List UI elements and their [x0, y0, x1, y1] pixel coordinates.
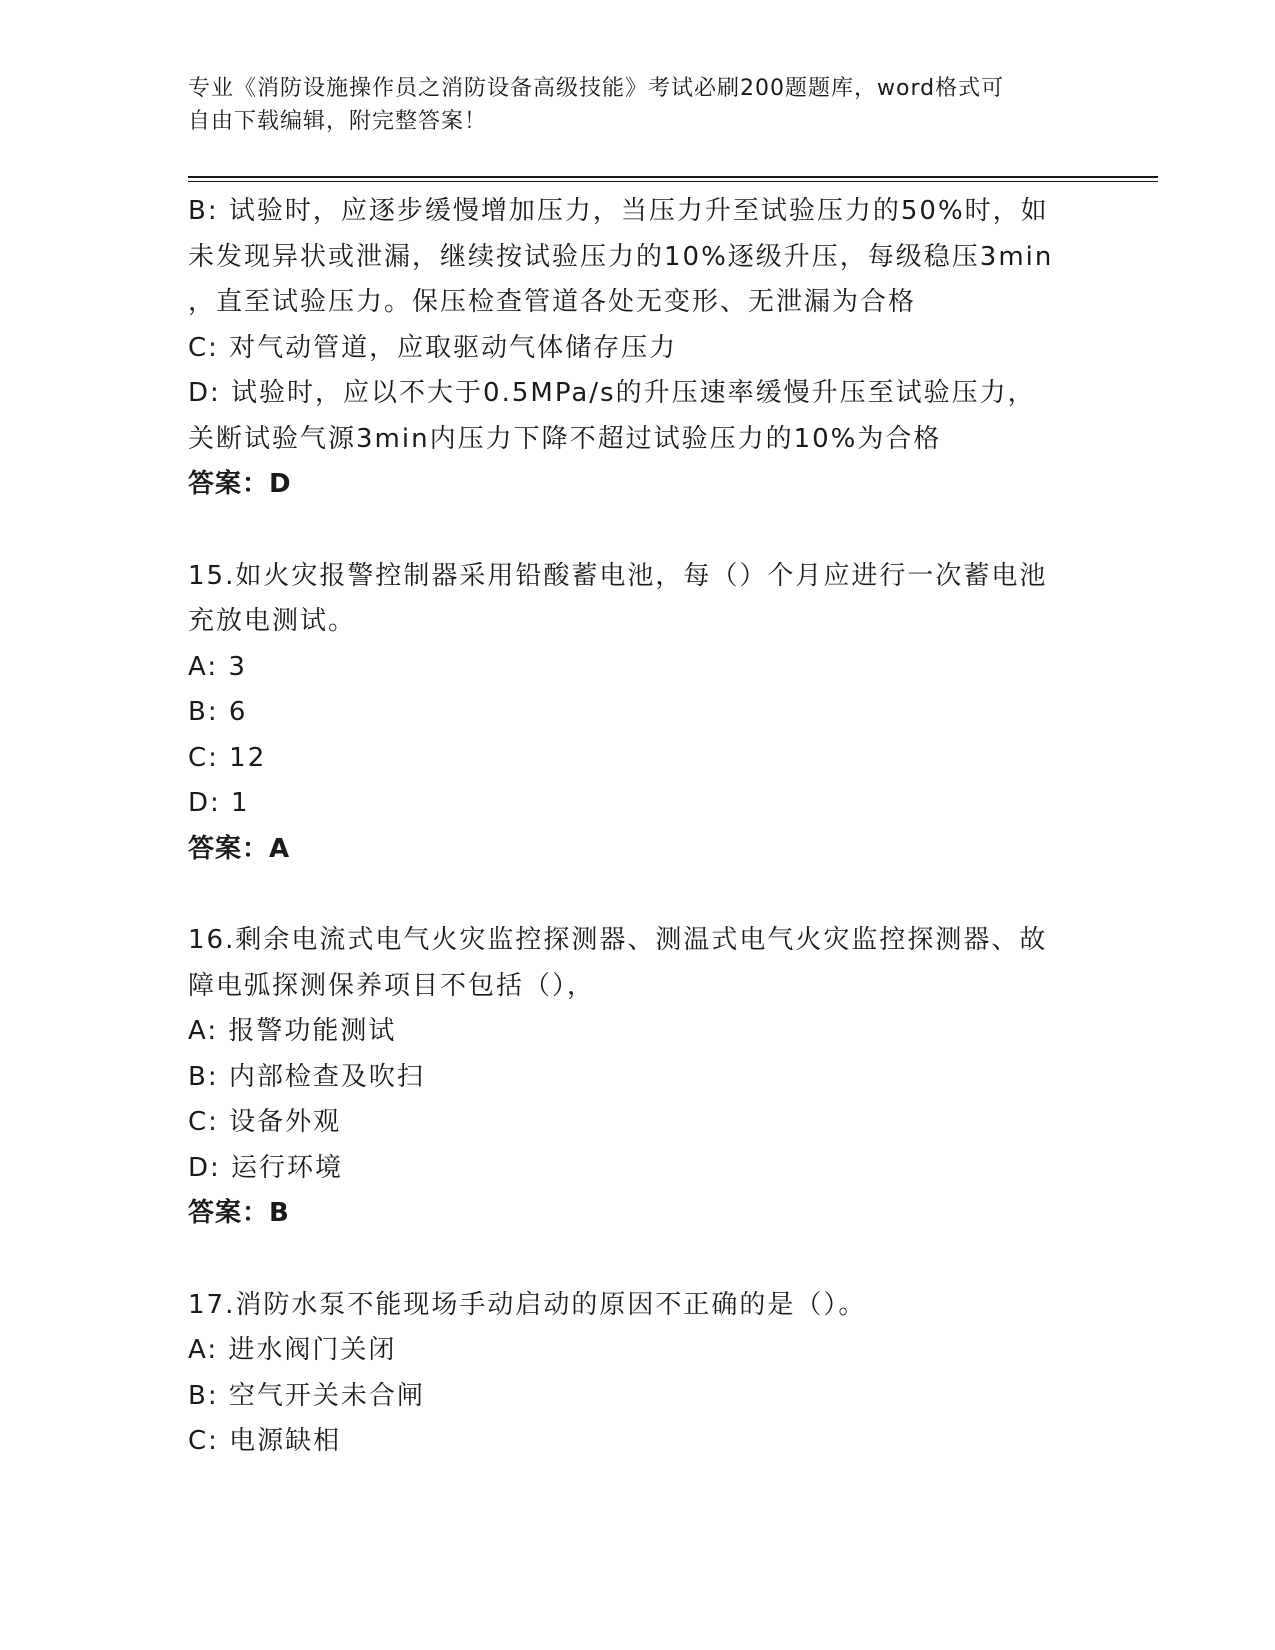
question-spacer: [188, 872, 1088, 918]
question-content: [188, 189, 1088, 1465]
answer-line: 答案：D: [188, 469, 292, 499]
question-14-continuation: [188, 189, 1088, 508]
option-d-line-2: 关断试验气源3min内压力下降不超过试验压力的10%为合格: [188, 423, 942, 454]
option-b: B: 空气开关未合闸: [188, 1380, 425, 1411]
option-b: B: 6: [188, 697, 248, 727]
option-b: B: 内部检查及吹扫: [188, 1061, 425, 1092]
header-divider-thin: [188, 181, 1158, 182]
option-c: C: 12: [188, 742, 267, 773]
option-a: A: 进水阀门关闭: [188, 1335, 397, 1365]
option-a: A: 3: [188, 651, 247, 682]
option-b-line-3: ，直至试验压力。保压检查管道各处无变形、无泄漏为合格: [188, 287, 917, 317]
question-stem-line-2: 障电弧探测保养项目不包括（），: [188, 970, 596, 1001]
option-c: C: 对气动管道，应取驱动气体储存压力: [188, 332, 678, 363]
option-b-line-2: 未发现异状或泄漏，继续按试验压力的10%逐级升压，每级稳压3min: [188, 241, 1054, 272]
option-a: A: 报警功能测试: [188, 1016, 397, 1046]
header-title-line-2: 自由下载编辑，附完整答案！: [188, 109, 488, 134]
header-title-line-1: 专业《消防设施操作员之消防设备高级技能》考试必刷200题题库，word格式可: [188, 76, 1005, 101]
question-15: [188, 554, 1088, 873]
question-16: [188, 918, 1088, 1237]
answer-line: 答案：A: [188, 833, 291, 864]
question-stem-line-1: 17.消防水泵不能现场手动启动的原因不正确的是（）。: [188, 1289, 867, 1320]
option-d: D: 1: [188, 788, 250, 818]
question-stem-line-1: 16.剩余电流式电气火灾监控探测器、测温式电气火灾监控探测器、故: [188, 925, 1048, 955]
option-d-line-1: D: 试验时，应以不大于0.5MPa/s的升压速率缓慢升压至试验压力，: [188, 378, 1036, 408]
page-header: [188, 72, 1088, 138]
question-stem-line-2: 充放电测试。: [188, 606, 357, 636]
header-divider: [188, 176, 1158, 178]
option-c: C: 设备外观: [188, 1107, 342, 1137]
question-spacer: [188, 1237, 1088, 1283]
option-c: C: 电源缺相: [188, 1426, 342, 1456]
question-stem-line-1: 15.如火灾报警控制器采用铅酸蓄电池，每（）个月应进行一次蓄电池: [188, 560, 1048, 591]
question-spacer: [188, 508, 1088, 554]
question-17: [188, 1283, 1088, 1465]
answer-line: 答案：B: [188, 1198, 290, 1228]
option-d: D: 运行环境: [188, 1152, 344, 1183]
option-b-line-1: B: 试验时，应逐步缓慢增加压力，当压力升至试验压力的50%时，如: [188, 196, 1049, 226]
